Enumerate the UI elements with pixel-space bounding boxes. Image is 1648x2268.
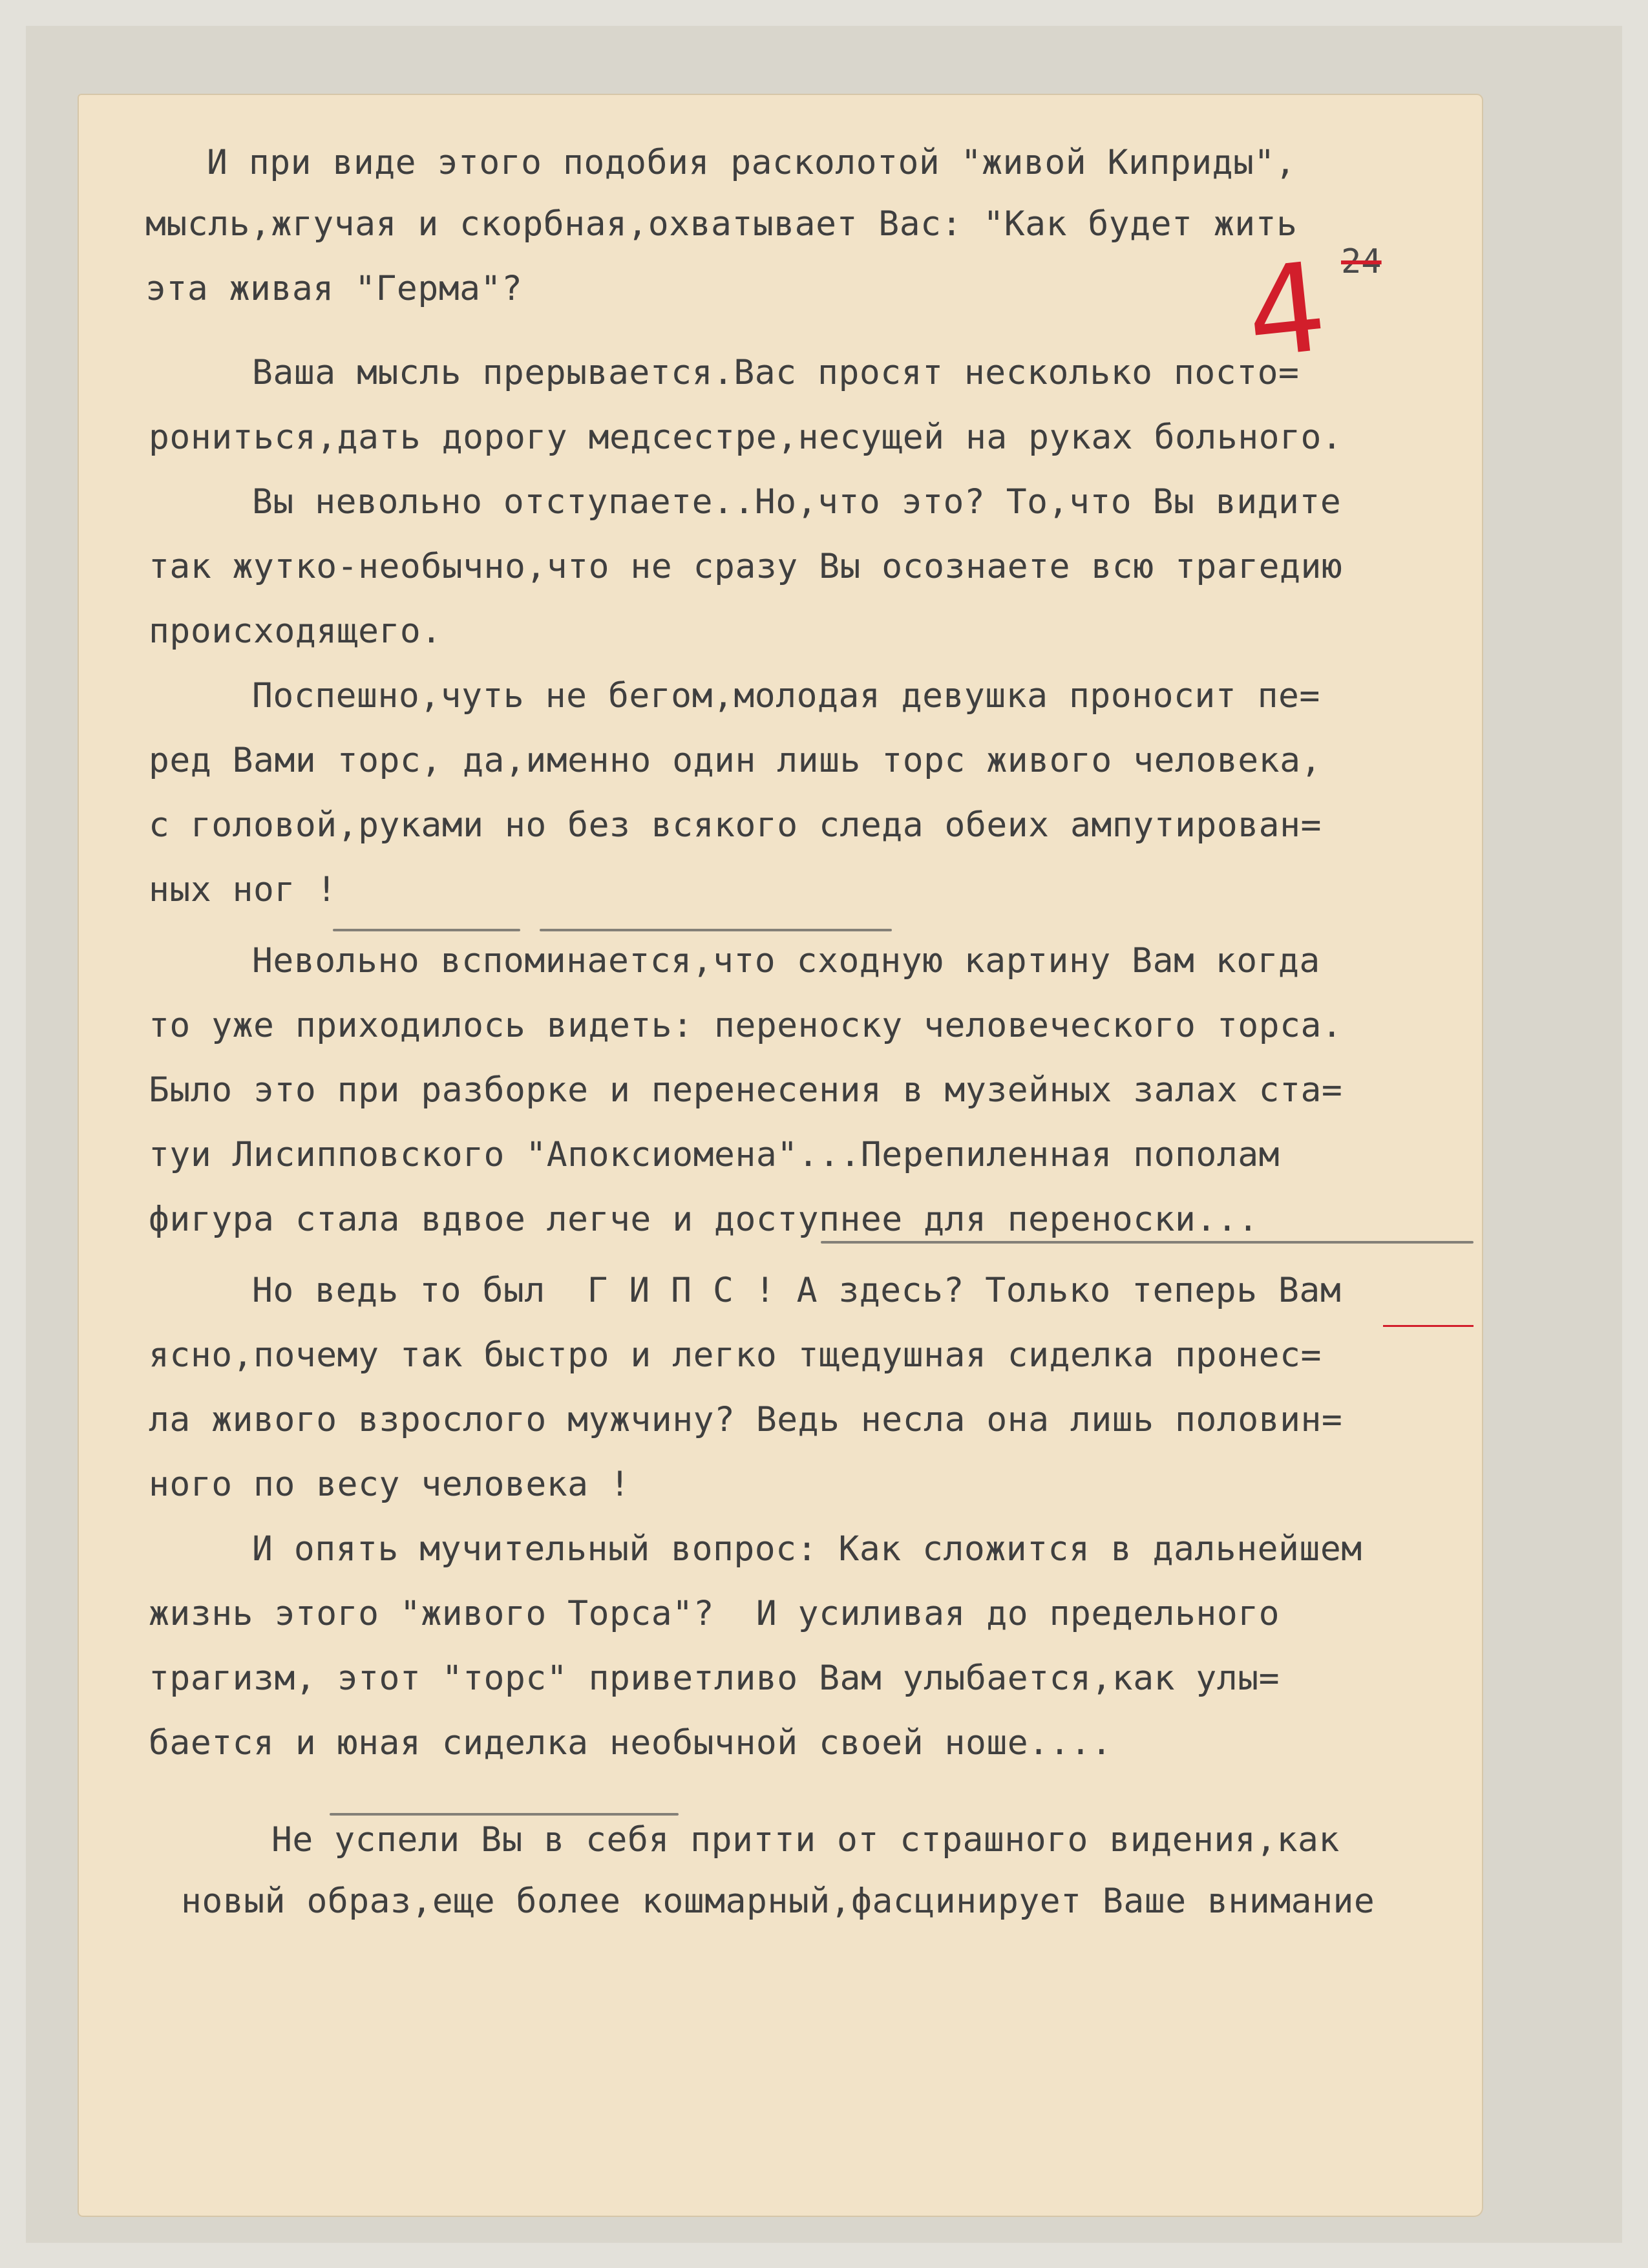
text-line: ясно,почему так быстро и легко тщедушная сиделка пронес= [149, 1335, 1322, 1375]
red-pencil-mark [1383, 1325, 1474, 1327]
text-line: фигура стала вдвое легче и доступнее для переноски... [149, 1200, 1259, 1239]
pencil-underline [330, 1813, 679, 1816]
text-line: ного по весу человека ! [149, 1465, 631, 1504]
text-line: бается и юная сиделка необычной своей ноше.... [149, 1723, 1112, 1763]
text-line: то уже приходилось видеть: переноску человеческого торса. [149, 1006, 1343, 1045]
text-line: Невольно вспоминается,что сходную картину Вам когда [252, 941, 1320, 980]
text-line: Не успели Вы в себя притти от страшного видения,как [271, 1820, 1340, 1860]
text-line: ных ног ! [149, 870, 337, 909]
text-line: новый образ,еще более кошмарный,фасцинирует Ваше внимание [181, 1881, 1375, 1921]
typewritten-page [78, 94, 1483, 2217]
text-line: так жутко-необычно,что не сразу Вы осознаете всю трагедию [149, 547, 1343, 586]
pencil-underline [333, 929, 520, 931]
text-line: И опять мучительный вопрос: Как сложится в дальнейшем [252, 1529, 1362, 1569]
text-line: Было это при разборке и перенесения в музейных залах ста= [149, 1070, 1343, 1110]
pencil-underline [540, 929, 892, 931]
text-line: жизнь этого "живого Торса"? И усиливая до предельного [149, 1594, 1280, 1633]
text-line: Но ведь то был Г И П С ! А здесь? Только теперь Вам [252, 1271, 1342, 1310]
crossed-out-page-number: 24 [1341, 242, 1382, 281]
text-line: ред Вами торс, да,именно один лишь торс живого человека, [149, 741, 1322, 780]
text-line: Поспешно,чуть не бегом,молодая девушка проносит пе= [252, 676, 1320, 715]
text-line: И при виде этого подобия расколотой "живой Киприды", [207, 143, 1296, 182]
text-line: с головой,руками но без всякого следа обеих ампутирован= [149, 805, 1322, 845]
text-line: Вы невольно отступаете..Но,что это? То,что Вы видите [252, 482, 1342, 522]
handwritten-page-number: 4 [1240, 235, 1333, 386]
text-line: Ваша мысль прерывается.Вас просят несколько посто= [252, 353, 1300, 392]
pencil-underline [821, 1241, 1474, 1244]
text-line: мысль,жгучая и скорбная,охватывает Вас: "Как будет жить [145, 204, 1298, 244]
text-line: трагизм, этот "торс" приветливо Вам улыбается,как улы= [149, 1659, 1280, 1698]
text-line: происходящего. [149, 611, 442, 651]
text-line: эта живая "Герма"? [145, 269, 523, 308]
text-line: рониться,дать дорогу медсестре,несущей на руках больного. [149, 418, 1343, 457]
text-line: туи Лисипповского "Апоксиомена"...Перепиленная пополам [149, 1135, 1280, 1174]
text-line: ла живого взрослого мужчину? Ведь несла она лишь половин= [149, 1400, 1343, 1439]
